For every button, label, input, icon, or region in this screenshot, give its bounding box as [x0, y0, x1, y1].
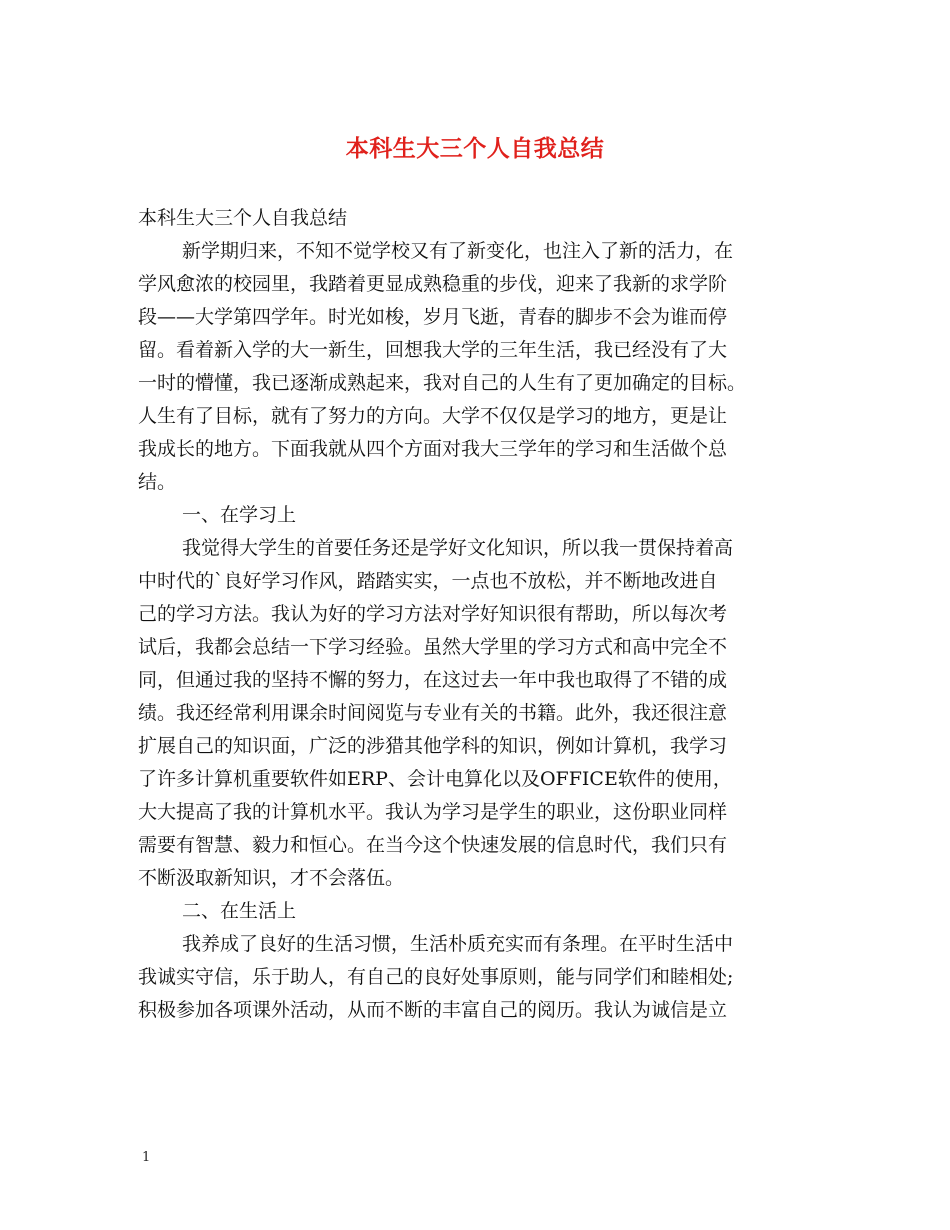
paragraph-line: 人生有了目标，就有了努力的方向。大学不仅仅是学习的地方，更是让: [138, 405, 728, 427]
paragraph-line: 我诚实守信，乐于助人，有自己的良好处事原则，能与同学们和睦相处;: [138, 966, 734, 988]
paragraph-line: 扩展自己的知识面，广泛的涉猎其他学科的知识，例如计算机，我学习: [138, 735, 728, 757]
page-title: 本科生大三个人自我总结: [345, 135, 605, 162]
paragraph-line: 试后，我都会总结一下学习经验。虽然大学里的学习方式和高中完全不: [138, 636, 728, 658]
subtitle-line: 本科生大三个人自我总结: [138, 207, 348, 229]
paragraph-line: 需要有智慧、毅力和恒心。在当今这个快速发展的信息时代，我们只有: [138, 834, 728, 856]
paragraph-line: 同，但通过我的坚持不懈的努力，在这过去一年中我也取得了不错的成: [138, 669, 728, 691]
paragraph-line: 大大提高了我的计算机水平。我认为学习是学生的职业，这份职业同样: [138, 801, 728, 823]
paragraph-line: 我养成了良好的生活习惯，生活朴质充实而有条理。在平时生活中: [182, 933, 734, 955]
paragraph-line: 新学期归来，不知不觉学校又有了新变化，也注入了新的活力，在: [182, 240, 734, 262]
paragraph-line: 一时的懵懂，我已逐渐成熟起来，我对自己的人生有了更加确定的目标。: [138, 372, 747, 394]
paragraph-line: 学风愈浓的校园里，我踏着更显成熟稳重的步伐，迎来了我新的求学阶: [138, 273, 728, 295]
section-heading-study: 一、在学习上: [182, 504, 297, 526]
paragraph-line: 了许多计算机重要软件如ERP、会计电算化以及OFFICE软件的使用，: [138, 768, 732, 790]
page-number: 1: [142, 1150, 151, 1165]
paragraph-line: 段——大学第四学年。时光如梭，岁月飞逝，青春的脚步不会为谁而停: [138, 306, 728, 328]
paragraph-line: 中时代的`良好学习作风，踏踏实实，一点也不放松，并不断地改进自: [138, 570, 718, 592]
paragraph-line: 不断汲取新知识，才不会落伍。: [138, 867, 405, 889]
body-text: [138, 202, 814, 1027]
paragraph-line: 结。: [138, 471, 177, 493]
paragraph-line: 绩。我还经常利用课余时间阅览与专业有关的书籍。此外，我还很注意: [138, 702, 728, 724]
paragraph-line: 己的学习方法。我认为好的学习方法对学好知识很有帮助，所以每次考: [138, 603, 728, 625]
paragraph-line: 我觉得大学生的首要任务还是学好文化知识，所以我一贯保持着高: [182, 537, 734, 559]
paragraph-line: 积极参加各项课外活动，从而不断的丰富自己的阅历。我认为诚信是立: [138, 999, 728, 1021]
paragraph-line: 我成长的地方。下面我就从四个方面对我大三学年的学习和生活做个总: [138, 438, 728, 460]
section-heading-life: 二、在生活上: [182, 900, 297, 922]
paragraph-line: 留。看着新入学的大一新生，回想我大学的三年生活，我已经没有了大: [138, 339, 728, 361]
